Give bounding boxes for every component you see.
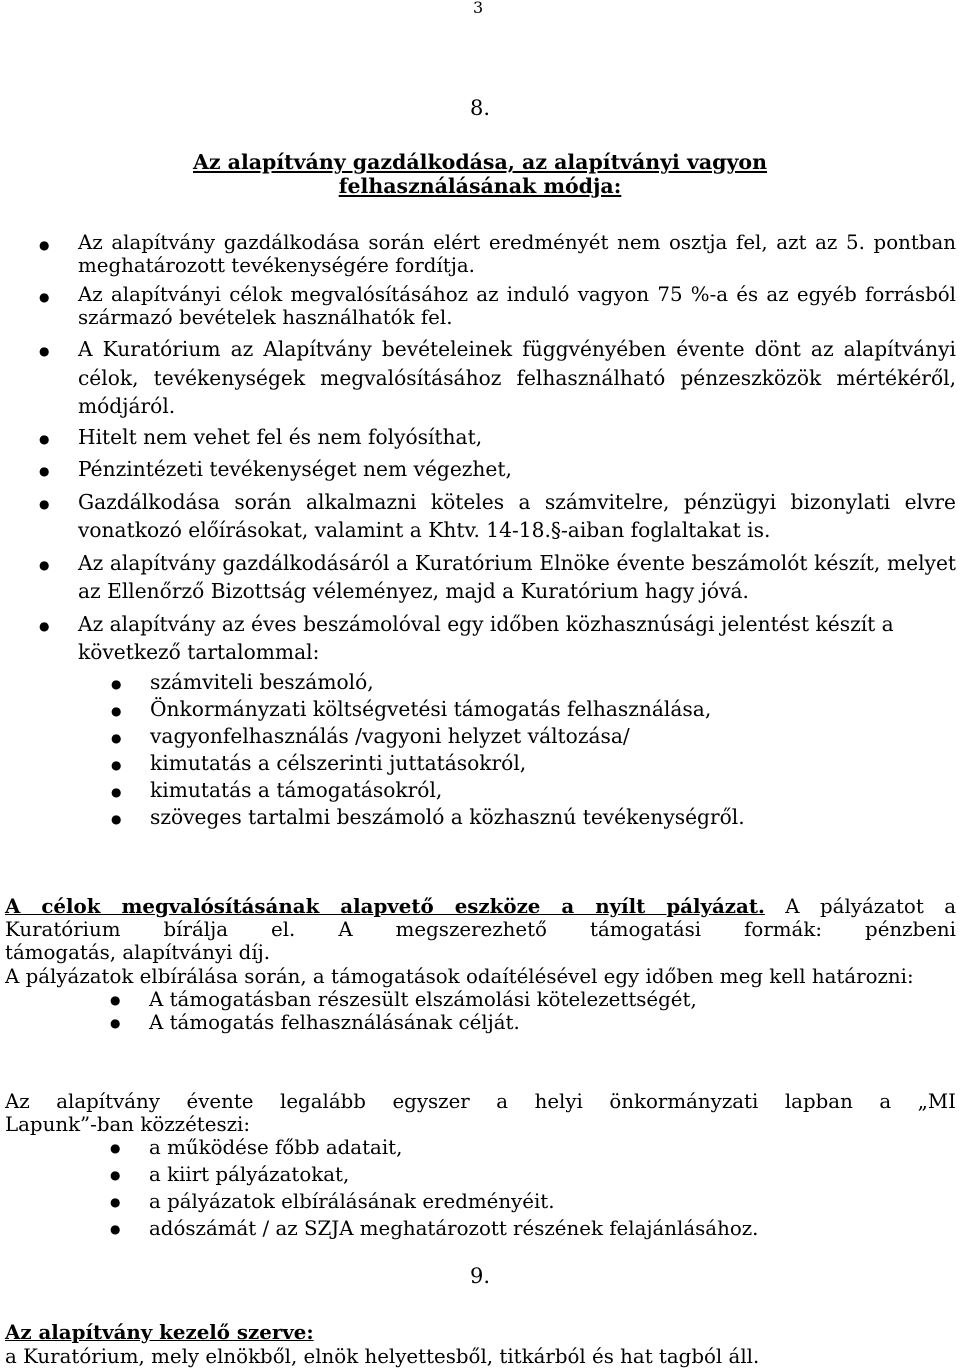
bullet-icon: ● [111,811,122,826]
bullet-icon: ● [110,1168,121,1182]
evaluation-list [110,988,956,1034]
publication-list [110,1136,956,1240]
list-item: ● Hitelt nem vehet fel és nem folyósíthat, [39,424,483,449]
bullet-icon: ● [39,496,50,511]
tender-line-2: Kuratórium bírálja el. A megszerezhető támogatási formák: pénzbeni [5,918,956,941]
list-item: ● Az alapítvány gazdálkodásáról a Kuratórium Elnöke évente beszámolót készít, melyet az Ellenőrző Bizottság véleményez, majd a Kuratórium hagy jóvá. [39,550,956,603]
list-item: ● kimutatás a célszerinti juttatásokról, [111,750,527,775]
bullet-icon: ● [39,344,50,358]
publication-paragraph [5,1090,956,1240]
bullet-icon: ● [111,730,122,745]
tender-paragraph [5,895,956,1034]
list-item: ● Az alapítvány az éves beszámolóval egy időben közhasznúsági jelentést készít a következő tartalommal: [39,611,894,664]
bullet-icon: ● [39,557,50,572]
list-item: ● számviteli beszámoló, [111,669,374,694]
bullet-icon: ● [110,1141,121,1155]
section-9-heading: Az alapítvány kezelő szerve: [5,1320,314,1344]
list-item: ● A támogatás felhasználásának célját. [110,1011,520,1034]
tender-bold-lead: A célok megvalósításának alapvető eszköze a nyílt pályázat. [5,894,765,918]
bullet-icon: ● [110,1222,121,1236]
list-item: ● a kiirt pályázatokat, [110,1163,350,1186]
list-item: ● szöveges tartalmi beszámoló a közhasznú tevékenységről. [111,804,745,829]
list-item: ● A Kuratórium az Alapítvány bevételeinek függvényében évente dönt az alapítványi célok, tevékenységek megvalósításához felhasználható pénzeszközök mértékéről, módjáról. [39,337,956,418]
list-item: ● Az alapítványi célok megvalósításához az induló vagyon 75 %-a és az egyéb forrásból származó bevételek használhatók fel. [39,283,956,329]
list-item: ● a pályázatok elbírálásának eredményéit. [110,1190,555,1213]
list-item: ● adószámát / az SZJA meghatározott részének felajánlásához. [110,1217,759,1240]
bullet-icon: ● [39,618,50,633]
tender-line-1: A célok megvalósításának alapvető eszköze a nyílt pályázat. A pályázatot a [5,894,957,918]
section-8-title [80,150,880,198]
page-number: 3 [473,0,484,17]
list-item: ● Pénzintézeti tevékenységet nem végezhet, [39,457,512,481]
bullet-icon: ● [111,676,122,691]
list-item: ● vagyonfelhasználás /vagyoni helyzet változása/ [111,723,630,748]
section-number-8: 8. [470,96,491,120]
list-item: ● Önkormányzati költségvetési támogatás felhasználása, [111,696,712,721]
bullet-icon: ● [110,1016,121,1030]
bullet-icon: ● [111,703,122,718]
section-8-bullet-list [39,231,956,831]
section-8-title-line2: felhasználásának módja: [338,174,622,198]
bullet-icon: ● [110,993,121,1007]
publication-intro-line-1: Az alapítvány évente legalább egyszer a helyi önkormányzati lapban a „MI [5,1090,956,1113]
bullet-icon: ● [39,431,50,446]
list-item: ● kimutatás a támogatásokról, [111,777,443,802]
section-9-text: a Kuratórium, mely elnökből, elnök helyettesből, titkárból és hat tagból áll. [5,1345,760,1368]
bullet-icon: ● [110,1195,121,1209]
section-8-title-line1: Az alapítvány gazdálkodása, az alapítványi vagyon [193,150,767,174]
bullet-icon: ● [39,464,50,478]
section-number-9: 9. [470,1264,491,1288]
tender-line-3: támogatás, alapítványi díj. [5,941,271,964]
publication-intro-line-2: Lapunk”-ban közzéteszi: [5,1113,251,1136]
bullet-icon: ● [39,290,50,304]
bullet-icon: ● [39,238,50,252]
evaluation-intro: A pályázatok elbírálása során, a támogatások odaítélésével egy időben meg kell határozni: [5,965,914,988]
list-item: ● A támogatásban részesült elszámolási kötelezettségét, [110,988,697,1011]
list-item: ● a működése főbb adatait, [110,1136,403,1159]
bullet-icon: ● [111,757,122,772]
bullet-icon: ● [111,784,122,799]
list-item: ● Az alapítvány gazdálkodása során elért eredményét nem osztja fel, azt az 5. pontban meghatározott tevékenységére fordítja. [39,231,956,277]
report-contents-list [111,669,956,831]
list-item: ● Gazdálkodása során alkalmazni köteles a számvitelre, pénzügyi bizonylati elvre vonatkozó előírásokat, valamint a Khtv. 14-18.§-aiban foglaltakat is. [39,489,956,542]
